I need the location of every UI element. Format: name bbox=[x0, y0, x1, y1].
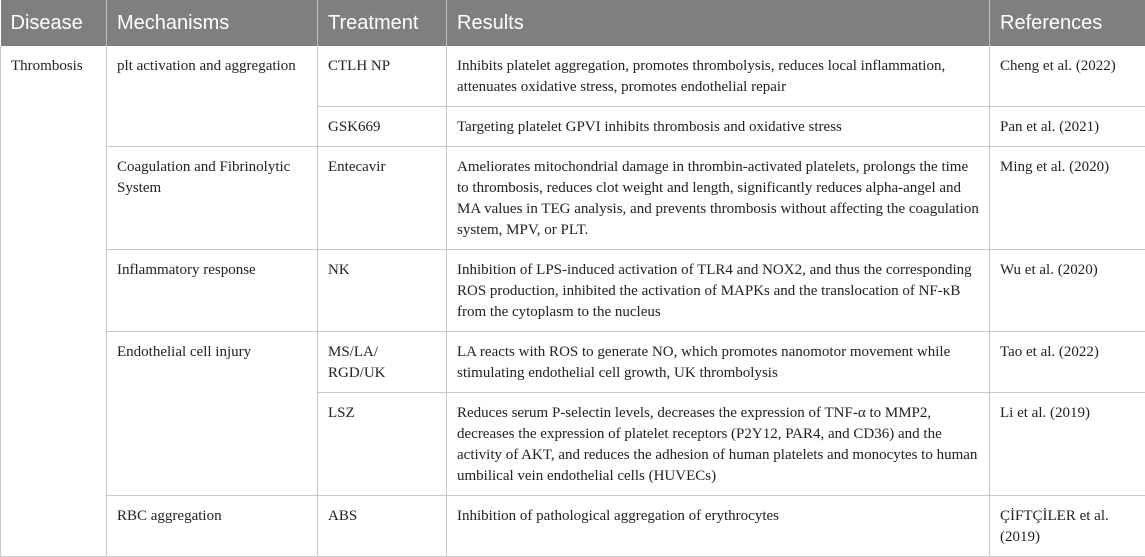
mechanism-cell: RBC aggregation bbox=[107, 496, 318, 557]
treatment-cell: ABS bbox=[318, 496, 447, 557]
reference-cell: Tao et al. (2022) bbox=[990, 332, 1145, 393]
result-cell: Reduces serum P-selectin levels, decreases the expression of TNF-α to MMP2, decreases the expression of platelet receptors (P2Y12, PAR4, and CD36) and the activity of AKT, and reduces the adhesion of human platelets and monocytes to human umbilical vein endothelial cells (HUVECs) bbox=[447, 393, 990, 496]
treatment-cell: NK bbox=[318, 250, 447, 332]
table-row bbox=[1, 332, 1145, 393]
result-cell: LA reacts with ROS to generate NO, which promotes nanomotor movement while stimulating endothelial cell growth, UK thrombolysis bbox=[447, 332, 990, 393]
result-cell: Targeting platelet GPVI inhibits thrombosis and oxidative stress bbox=[447, 107, 990, 147]
header-references: References bbox=[990, 0, 1145, 46]
header-disease: Disease bbox=[1, 0, 107, 46]
result-cell: Inhibition of pathological aggregation of erythrocytes bbox=[447, 496, 990, 557]
treatment-cell: GSK669 bbox=[318, 107, 447, 147]
reference-cell: Li et al. (2019) bbox=[990, 393, 1145, 496]
disease-cell: Thrombosis bbox=[1, 46, 107, 557]
table-row bbox=[1, 147, 1145, 250]
treatment-cell: CTLH NP bbox=[318, 46, 447, 107]
table-row bbox=[1, 496, 1145, 557]
table-row bbox=[1, 250, 1145, 332]
reference-cell: Cheng et al. (2022) bbox=[990, 46, 1145, 107]
mechanism-cell: Endothelial cell injury bbox=[107, 332, 318, 496]
table-header-row bbox=[1, 0, 1145, 46]
mechanism-cell: Inflammatory response bbox=[107, 250, 318, 332]
header-mechanisms: Mechanisms bbox=[107, 0, 318, 46]
treatment-cell: MS/LA/ RGD/UK bbox=[318, 332, 447, 393]
treatment-cell: LSZ bbox=[318, 393, 447, 496]
header-treatment: Treatment bbox=[318, 0, 447, 46]
reference-cell: Wu et al. (2020) bbox=[990, 250, 1145, 332]
result-cell: Inhibition of LPS-induced activation of TLR4 and NOX2, and thus the corresponding ROS production, inhibited the activation of MAPKs and the translocation of NF-κB from the cytoplasm to the nucleus bbox=[447, 250, 990, 332]
reference-cell: Ming et al. (2020) bbox=[990, 147, 1145, 250]
result-cell: Inhibits platelet aggregation, promotes thrombolysis, reduces local inflammation, attenuates oxidative stress, promotes endothelial repair bbox=[447, 46, 990, 107]
reference-cell: Pan et al. (2021) bbox=[990, 107, 1145, 147]
reference-cell: ÇİFTÇİLER et al. (2019) bbox=[990, 496, 1145, 557]
treatment-cell: Entecavir bbox=[318, 147, 447, 250]
table-row bbox=[1, 46, 1145, 107]
result-cell: Ameliorates mitochondrial damage in thrombin-activated platelets, prolongs the time to thrombosis, reduces clot weight and length, significantly reduces alpha-angel and MA values in TEG analysis, and prevents thrombosis without affecting the coagulation system, MPV, or PLT. bbox=[447, 147, 990, 250]
mechanism-cell: plt activation and aggregation bbox=[107, 46, 318, 147]
mechanism-cell: Coagulation and Fibrinolytic System bbox=[107, 147, 318, 250]
header-results: Results bbox=[447, 0, 990, 46]
